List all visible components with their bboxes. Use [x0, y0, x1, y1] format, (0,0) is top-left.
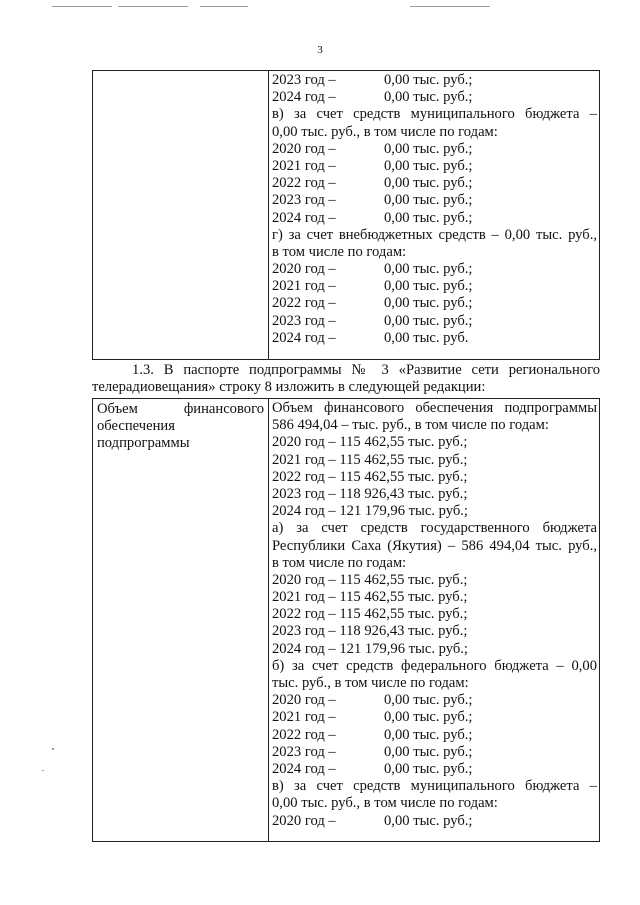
year-row: 2020 год – 115 462,55 тыс. руб.;: [272, 434, 468, 451]
scan-artifact: [118, 6, 188, 7]
year-row: 2020 год – 115 462,55 тыс. руб.;: [272, 571, 468, 588]
year-row: 2020 год – 0,00 тыс. руб.;: [272, 140, 473, 157]
intro-line-2: 586 494,04 – тыс. руб., в том числе по годам:: [272, 417, 549, 434]
section-g-heading: г) за счет внебюджетных средств – 0,00 тыс. руб.,: [272, 226, 597, 243]
year-row: 2022 год – 0,00 тыс. руб.;: [272, 175, 473, 192]
funding-table-continuation: [92, 70, 600, 360]
table-left-cell-label: [93, 399, 269, 841]
section-g-subheading: в том числе по годам:: [272, 243, 407, 260]
table-right-cell: [269, 71, 599, 359]
label-line-1: Объем финансового: [97, 401, 264, 417]
year-row: 2023 год – 0,00 тыс. руб.;: [272, 312, 473, 329]
year-row: 2021 год – 0,00 тыс. руб.;: [272, 157, 473, 174]
year-row: 2024 год – 0,00 тыс. руб.;: [272, 89, 473, 106]
scan-artifact: [52, 6, 112, 7]
year-row: 2021 год – 115 462,55 тыс. руб.;: [272, 451, 468, 468]
section-a-subheading: в том числе по годам:: [272, 554, 407, 571]
year-row: 2022 год – 115 462,55 тыс. руб.;: [272, 606, 468, 623]
scan-artifact: [200, 6, 248, 7]
year-row: 2023 год – 118 926,43 тыс. руб.;: [272, 623, 468, 640]
year-row: 2022 год – 0,00 тыс. руб.;: [272, 295, 473, 312]
funding-table-subprogram-3: [92, 398, 600, 842]
scan-speck: [42, 770, 44, 771]
label-line-2: обеспечения: [97, 418, 175, 435]
table-right-cell: [269, 399, 599, 841]
paragraph-line-2: телерадиовещания» строку 8 изложить в следующей редакции:: [92, 379, 486, 396]
section-v-subheading: 0,00 тыс. руб., в том числе по годам:: [272, 795, 498, 812]
section-a-heading: а) за счет средств государственного бюджета: [272, 520, 597, 537]
label-line-3: подпрограммы: [97, 435, 190, 452]
year-row: 2020 год – 0,00 тыс. руб.;: [272, 692, 473, 709]
section-v-subheading: 0,00 тыс. руб., в том числе по годам:: [272, 123, 498, 140]
year-row: 2022 год – 0,00 тыс. руб.;: [272, 726, 473, 743]
scan-artifact: [410, 6, 490, 7]
intro-line-1: Объем финансового обеспечения подпрограммы: [272, 400, 597, 416]
year-row: 2024 год – 0,00 тыс. руб.;: [272, 209, 473, 226]
year-row: 2024 год – 121 179,96 тыс. руб.;: [272, 640, 468, 657]
section-b-subheading: тыс. руб., в том числе по годам:: [272, 675, 469, 692]
year-row: 2023 год – 118 926,43 тыс. руб.;: [272, 485, 468, 502]
year-row: 2024 год – 0,00 тыс. руб.;: [272, 761, 473, 777]
section-b-heading: б) за счет средств федерального бюджета – 0,00: [272, 657, 597, 674]
year-row: 2024 год – 0,00 тыс. руб.: [272, 329, 469, 346]
section-a-heading-2: Республики Саха (Якутия) – 586 494,04 тыс. руб.,: [272, 537, 597, 554]
year-row: 2020 год – 0,00 тыс. руб.;: [272, 812, 473, 829]
year-row: 2021 год – 0,00 тыс. руб.;: [272, 278, 473, 295]
year-row: 2023 год – 0,00 тыс. руб.;: [272, 72, 473, 88]
paragraph-line-1: 1.3. В паспорте подпрограммы № 3 «Развитие сети регионального: [132, 362, 600, 378]
year-row: 2020 год – 0,00 тыс. руб.;: [272, 261, 473, 278]
section-v-heading: в) за счет средств муниципального бюджета –: [272, 778, 597, 795]
section-v-heading: в) за счет средств муниципального бюджета –: [272, 106, 597, 123]
amendment-paragraph: [92, 362, 600, 397]
year-row: 2022 год – 115 462,55 тыс. руб.;: [272, 468, 468, 485]
page-number: 3: [317, 44, 323, 56]
year-row: 2021 год – 0,00 тыс. руб.;: [272, 709, 473, 726]
year-row: 2021 год – 115 462,55 тыс. руб.;: [272, 589, 468, 606]
year-row: 2023 год – 0,00 тыс. руб.;: [272, 192, 473, 209]
year-row: 2024 год – 121 179,96 тыс. руб.;: [272, 503, 468, 520]
year-row: 2023 год – 0,00 тыс. руб.;: [272, 743, 473, 760]
scan-speck: [52, 748, 54, 750]
table-left-cell-empty: [93, 71, 269, 359]
